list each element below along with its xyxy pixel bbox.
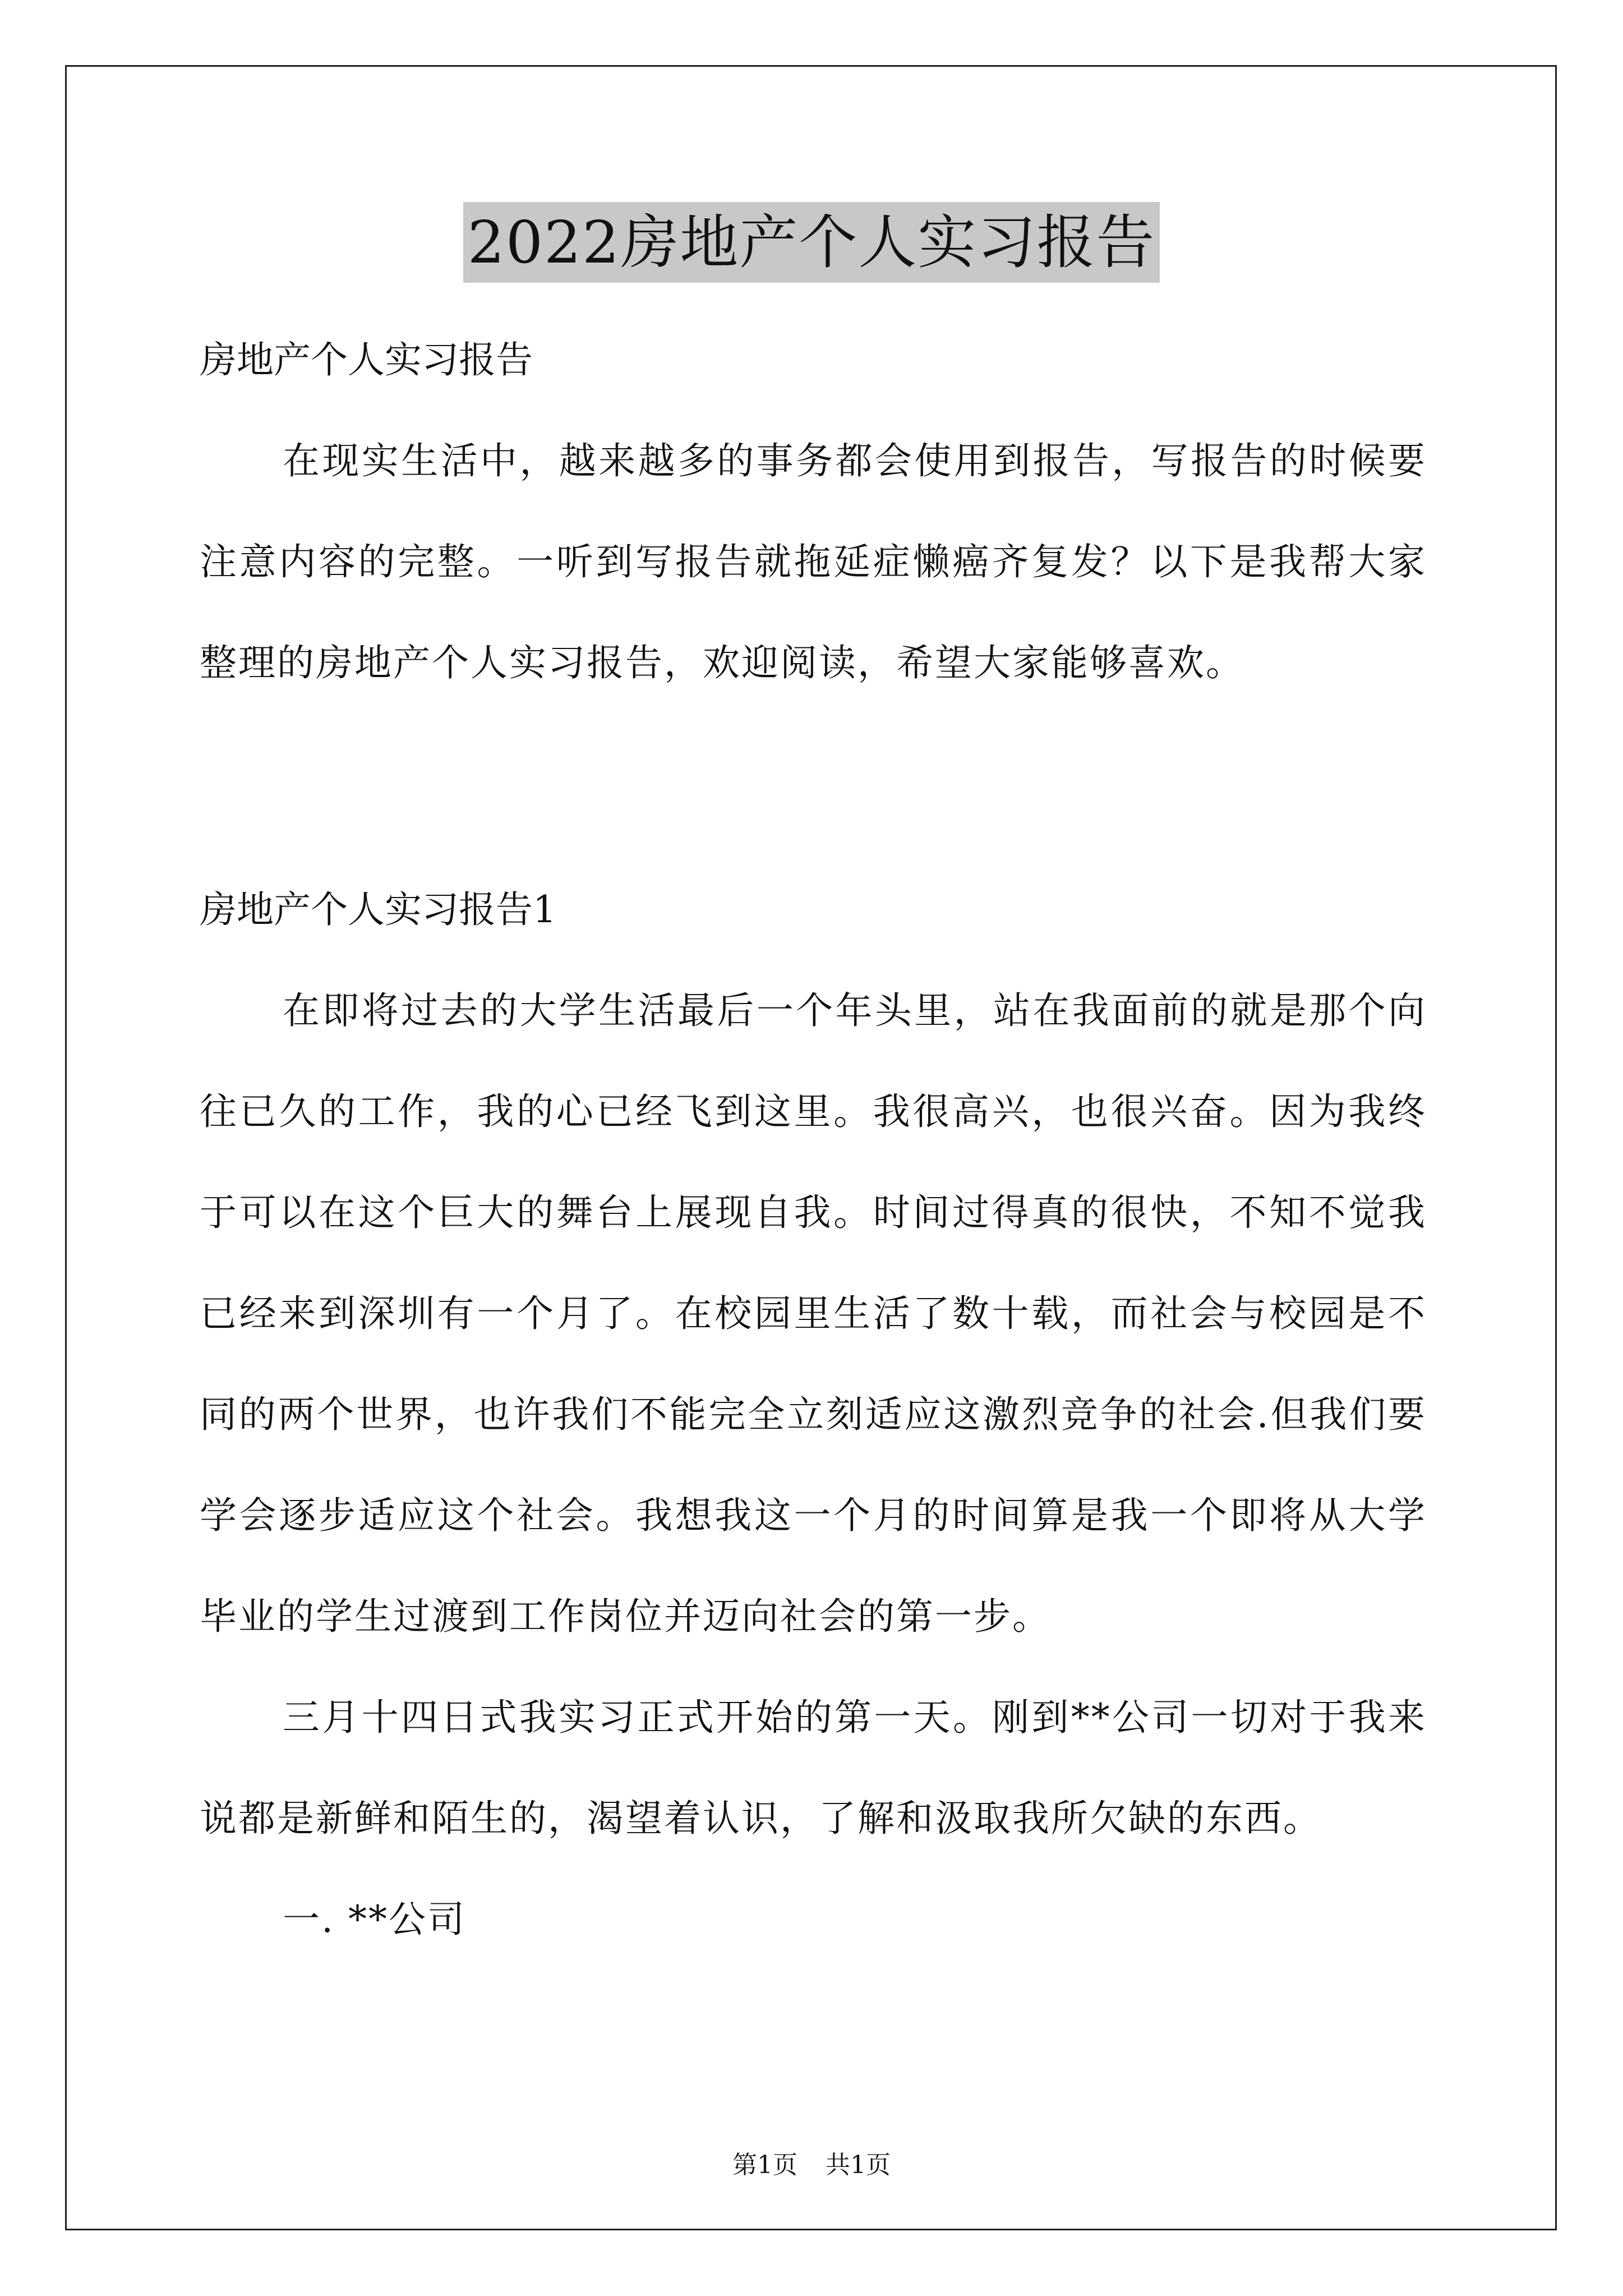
intro-paragraph: 在现实生活中，越来越多的事务都会使用到报告，写报告的时候要注意内容的完整。一听到写报告就拖延症懒癌齐复发？以下是我帮大家整理的房地产个人实习报告，欢迎阅读，希望大家能够喜欢。 — [200, 439, 1427, 684]
section-1-heading: 房地产个人实习报告1 — [200, 888, 556, 931]
page-number: 第1页 — [732, 2151, 797, 2179]
title-container — [0, 202, 1623, 283]
intro-section — [200, 310, 1427, 714]
page-total: 共1页 — [826, 2151, 891, 2179]
page-footer — [0, 2148, 1623, 2182]
section-1-paragraph: 三月十四日式我实习正式开始的第一天。刚到**公司一切对于我来说都是新鲜和陌生的，渴望着认识，了解和汲取我所欠缺的东西。 — [200, 1696, 1427, 1840]
document-title: 2022房地产个人实习报告 — [463, 202, 1160, 283]
section-1 — [200, 859, 1427, 1970]
section-1-subheading: 一. **公司 — [283, 1898, 466, 1941]
section-1-paragraph: 在即将过去的大学生活最后一个年头里，站在我面前的就是那个向往已久的工作，我的心已经飞到这里。我很高兴，也很兴奋。因为我终于可以在这个巨大的舞台上展现自我。时间过得真的很快，不知不觉我已经来到深圳有一个月了。在校园里生活了数十载，而社会与校园是不同的两个世界，也许我们不能完全立刻适应这激烈竞争的社会.但我们要学会逐步适应这个社会。我想我这一个月的时间算是我一个即将从大学毕业的学生过渡到工作岗位并迈向社会的第一步。 — [200, 989, 1427, 1638]
intro-heading: 房地产个人实习报告 — [200, 338, 533, 381]
